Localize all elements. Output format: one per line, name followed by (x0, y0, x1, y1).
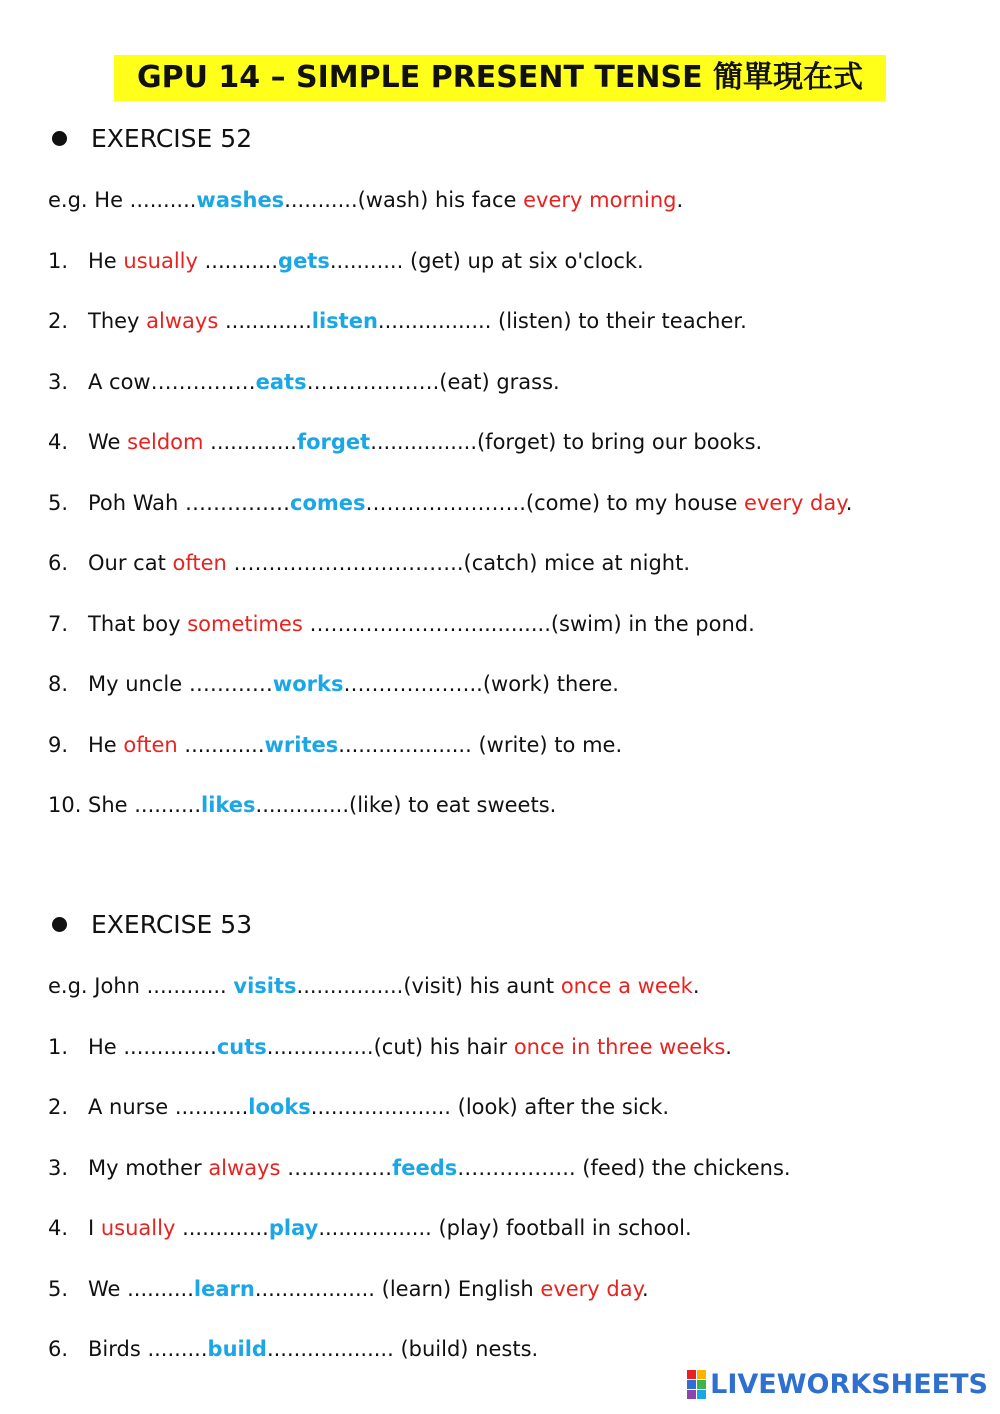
sentence-text: …………….. (feed) the chickens. (457, 1155, 791, 1180)
bullet-icon (52, 131, 67, 146)
logo-square (697, 1380, 706, 1389)
exercise-53-item (48, 1032, 732, 1062)
sentence-text: A nurse ........... (88, 1095, 249, 1119)
item-number: 3. (48, 369, 69, 394)
time-expression: usually (123, 248, 198, 273)
sentence-text: .................... (write) to me. (338, 732, 623, 757)
exercise-52-item (48, 488, 852, 518)
sentence-text: That boy (88, 611, 188, 636)
exercise-52-item (48, 427, 762, 457)
exercise-53-item (48, 1153, 791, 1183)
sentence-text: . (845, 490, 853, 515)
page-title: GPU 14 – SIMPLE PRESENT TENSE 簡單現在式 (114, 55, 886, 101)
answer-text: likes (201, 793, 256, 817)
item-number: 3. (48, 1155, 69, 1180)
logo-square (697, 1370, 706, 1379)
item-number: 1. (48, 248, 69, 273)
sentence-text: ..................... (look) after the sick. (310, 1095, 670, 1119)
answer-text: comes (290, 490, 366, 515)
sentence-text: ……………………...........(swim) in the pond. (302, 611, 755, 636)
sentence-text: He .............. (88, 1034, 217, 1059)
brand-name: LIVEWORKSHEETS (710, 1368, 988, 1400)
sentence-text: My mother (88, 1155, 209, 1180)
logo-square (687, 1380, 696, 1389)
bullet-icon (52, 917, 67, 932)
exercise-52-item (48, 790, 556, 820)
sentence-text: I (88, 1216, 101, 1240)
sentence-text: ............. (218, 309, 312, 333)
time-expression: seldom (127, 430, 204, 454)
time-expression: always (146, 309, 219, 333)
time-expression: often (172, 551, 227, 575)
answer-text: looks (248, 1095, 311, 1119)
exercise-52-item (48, 669, 619, 699)
sentence-text: We .......... (88, 1276, 194, 1301)
time-expression: usually (100, 1216, 176, 1240)
answer-text: writes (264, 732, 339, 757)
exercise-53-item (48, 1092, 669, 1122)
item-number: 2. (48, 1095, 69, 1119)
sentence-text: ................... (build) nests. (266, 1337, 539, 1361)
time-expression: often (123, 732, 178, 757)
item-number: 6. (48, 551, 69, 575)
exercise-52-example (48, 185, 683, 215)
exercise-52-item (48, 306, 747, 336)
logo-icon (687, 1370, 706, 1399)
logo-square (697, 1390, 706, 1399)
answer-text: play (268, 1216, 319, 1240)
sentence-text: ..............(like) to eat sweets. (255, 793, 557, 817)
logo-square (687, 1370, 696, 1379)
time-expression: every morning (523, 188, 677, 212)
exercise-53-item (48, 1213, 692, 1243)
item-number: 10. (48, 793, 82, 817)
item-number: 4. (48, 430, 69, 454)
sentence-text: ……………….(eat) grass. (306, 369, 560, 394)
exercise-52-item (48, 246, 644, 276)
answer-text: cuts (216, 1034, 267, 1059)
answer-text: forget (296, 430, 371, 454)
sentence-text: ………………..(work) there. (343, 672, 619, 696)
item-number: 5. (48, 1276, 69, 1301)
answer-text: eats (255, 369, 307, 394)
answer-text: works (272, 672, 344, 696)
sentence-text: ........... (get) up at six o'clock. (329, 248, 644, 273)
time-expression: always (208, 1155, 281, 1180)
sentence-text: . (692, 974, 700, 998)
sentence-text: Our cat (88, 551, 173, 575)
sentence-text: ................. (listen) to their teacher. (377, 309, 747, 333)
sentence-text: .................. (learn) English (254, 1276, 541, 1301)
sentence-text: A cow…………… (88, 369, 256, 394)
sentence-text: …………… (280, 1155, 393, 1180)
time-expression: every day (744, 490, 846, 515)
sentence-text: e.g. He .......... (48, 188, 197, 212)
item-number: 7. (48, 611, 69, 636)
sentence-text: . (676, 188, 684, 212)
exercise-52-heading: EXERCISE 52 (48, 124, 252, 153)
sentence-text: He (88, 732, 124, 757)
item-number: 5. (48, 490, 69, 515)
sentence-text: She .......... (88, 793, 201, 817)
answer-text: visits (233, 974, 297, 998)
sentence-text: . (725, 1034, 732, 1059)
sentence-text: ........... (197, 248, 279, 273)
exercise-53-item (48, 1334, 538, 1364)
item-number: 4. (48, 1216, 69, 1240)
answer-text: washes (196, 188, 285, 212)
exercise-53-item (48, 1274, 649, 1304)
sentence-text: We (88, 430, 128, 454)
answer-text: listen (311, 309, 378, 333)
exercise-52-item (48, 609, 755, 639)
sentence-text: ............. (175, 1216, 269, 1240)
sentence-text: Birds ......... (88, 1337, 208, 1361)
sentence-text: ............. (203, 430, 297, 454)
logo-square (687, 1390, 696, 1399)
answer-text: build (207, 1337, 267, 1361)
answer-text: feeds (392, 1155, 458, 1180)
answer-text: gets (278, 248, 330, 273)
exercise-53-heading: EXERCISE 53 (48, 910, 252, 939)
sentence-text: My uncle ………… (88, 672, 273, 696)
exercise-52-item (48, 730, 622, 760)
sentence-text: ............ (177, 732, 265, 757)
item-number: 6. (48, 1337, 69, 1361)
item-number: 1. (48, 1034, 69, 1059)
sentence-text: ................(forget) to bring our books. (370, 430, 763, 454)
sentence-text: ................. (play) football in school. (318, 1216, 692, 1240)
exercise-52-item (48, 548, 690, 578)
sentence-text: ................(cut) his hair (266, 1034, 514, 1059)
exercise-52-item (48, 367, 560, 397)
time-expression: every day (540, 1276, 643, 1301)
sentence-text: They (88, 309, 147, 333)
sentence-text: Poh Wah …………… (88, 490, 291, 515)
sentence-text: . (642, 1276, 649, 1301)
sentence-text: e.g. John ............ (48, 974, 234, 998)
item-number: 8. (48, 672, 69, 696)
sentence-text: …………………….……..(catch) mice at night. (226, 551, 690, 575)
item-number: 2. (48, 309, 69, 333)
liveworksheets-logo (687, 1368, 988, 1400)
sentence-text: ................(visit) his aunt (296, 974, 561, 998)
sentence-text: He (88, 248, 124, 273)
exercise-53-example (48, 971, 700, 1001)
answer-text: learn (193, 1276, 255, 1301)
time-expression: sometimes (187, 611, 303, 636)
time-expression: once in three weeks (513, 1034, 726, 1059)
sentence-text: …………………..(come) to my house (365, 490, 745, 515)
item-number: 9. (48, 732, 69, 757)
sentence-text: ...........(wash) his face (284, 188, 524, 212)
time-expression: once a week (560, 974, 693, 998)
